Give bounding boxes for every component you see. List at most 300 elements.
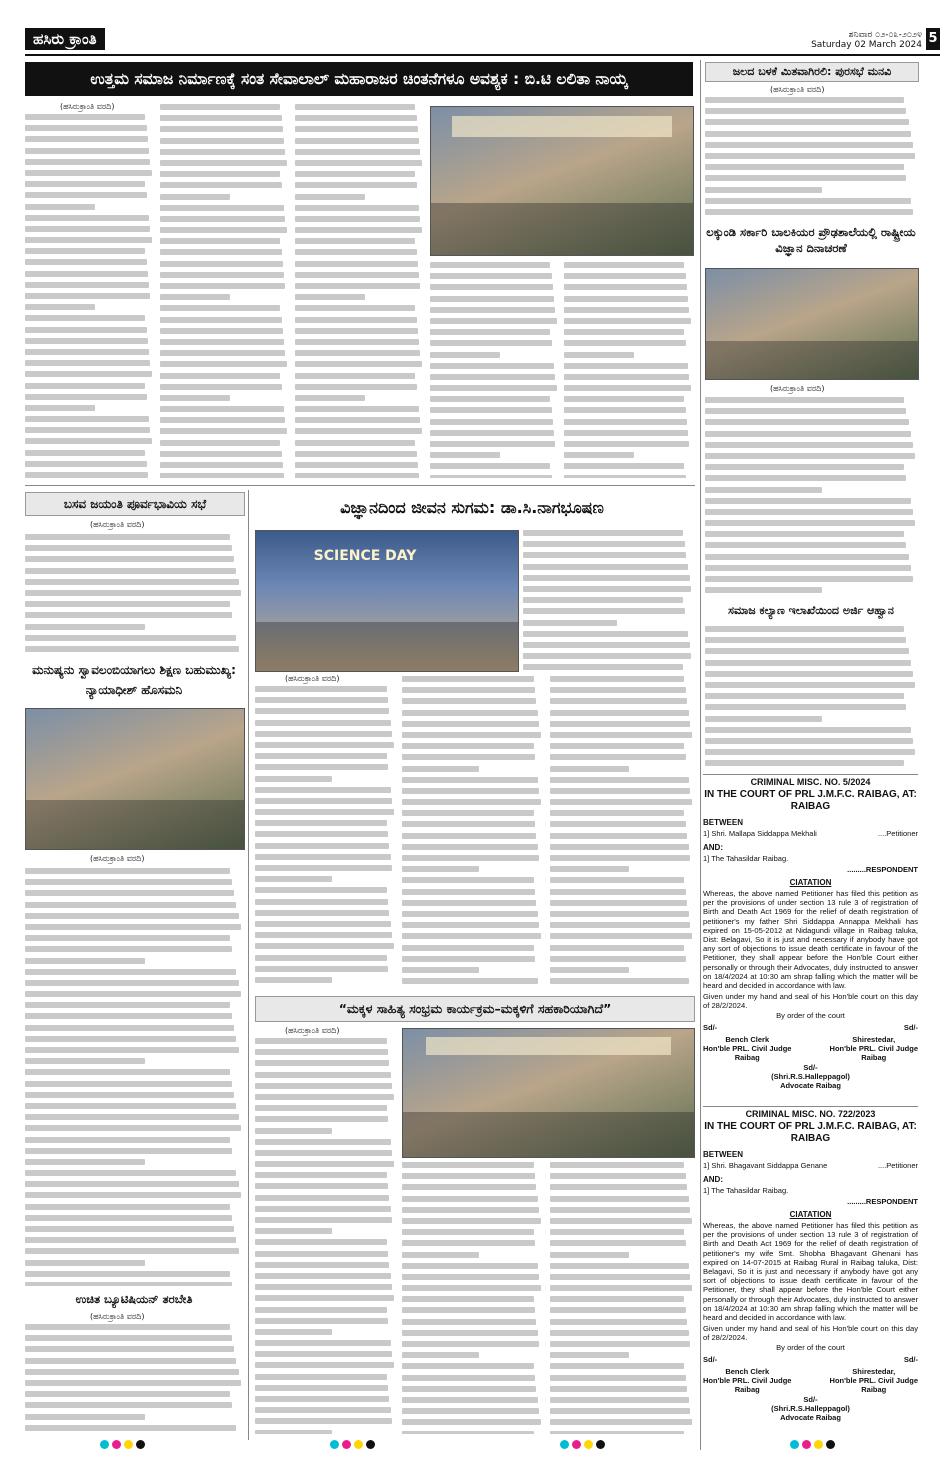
text-line-placeholder: [295, 328, 418, 334]
text-line-placeholder: [25, 472, 148, 478]
children-lit-photo: [402, 1028, 695, 1158]
text-line-placeholder: [25, 136, 148, 142]
text-line-placeholder: [550, 799, 692, 805]
text-line-placeholder: [402, 799, 541, 805]
text-line-placeholder: [402, 687, 535, 693]
text-line-placeholder: [25, 590, 241, 596]
text-line-placeholder: [705, 97, 904, 103]
text-line-placeholder: [25, 1215, 232, 1221]
text-line-placeholder: [25, 248, 145, 254]
self-reliance-byline: (ಹಸಿರುಕ್ರಾಂತಿ ವರದಿ): [90, 854, 145, 863]
text-line-placeholder: [25, 1025, 234, 1031]
science-school-byline: (ಹಸಿರುಕ್ರಾಂತಿ ವರದಿ): [770, 384, 825, 393]
text-line-placeholder: [402, 1341, 539, 1347]
text-line-placeholder: [25, 913, 239, 919]
text-line-placeholder: [25, 1137, 230, 1143]
text-line-placeholder: [402, 788, 539, 794]
text-line-placeholder: [255, 865, 392, 871]
text-line-placeholder: [25, 612, 232, 618]
text-line-placeholder: [430, 441, 555, 447]
text-line-placeholder: [550, 721, 690, 727]
text-line-placeholder: [550, 1240, 686, 1246]
text-line-placeholder: [550, 1386, 687, 1392]
text-line-placeholder: [550, 1352, 629, 1358]
lead-byline: (ಹಸಿರುಕ್ರಾಂತಿ ವರದಿ): [60, 102, 115, 111]
text-line-placeholder: [25, 946, 232, 952]
text-line-placeholder: [705, 442, 913, 448]
text-line-placeholder: [550, 821, 686, 827]
text-line-placeholder: [402, 911, 538, 917]
text-line-placeholder: [550, 978, 689, 984]
text-line-placeholder: [705, 131, 911, 137]
text-line-placeholder: [255, 776, 332, 782]
science-life-text-top: [523, 530, 693, 670]
text-line-placeholder: [705, 565, 911, 571]
text-line-placeholder: [402, 676, 534, 682]
notice-1-signatures: [703, 1035, 918, 1062]
text-line-placeholder: [705, 554, 909, 560]
notice-2-and: AND:: [703, 1175, 723, 1184]
text-line-placeholder: [705, 727, 911, 733]
notice-1-given: Given under my hand and seal of his Hon'ble court on this day of 28/2/2024.: [703, 992, 918, 1011]
text-line-placeholder: [25, 1425, 236, 1431]
text-line-placeholder: [402, 1240, 535, 1246]
text-line-placeholder: [402, 743, 534, 749]
notice-2-between: BETWEEN: [703, 1150, 743, 1159]
text-line-placeholder: [160, 283, 285, 289]
text-line-placeholder: [25, 924, 241, 930]
text-line-placeholder: [550, 710, 689, 716]
text-line-placeholder: [402, 1252, 479, 1258]
text-line-placeholder: [705, 153, 915, 159]
text-line-placeholder: [430, 452, 500, 458]
text-line-placeholder: [705, 209, 913, 215]
text-line-placeholder: [564, 452, 634, 458]
text-line-placeholder: [25, 556, 234, 562]
text-line-placeholder: [255, 1307, 387, 1313]
notice-2-signatures: [703, 1367, 918, 1394]
notice-1-between: BETWEEN: [703, 818, 743, 827]
text-line-placeholder: [25, 1271, 230, 1277]
text-line-placeholder: [402, 967, 479, 973]
text-line-placeholder: [430, 340, 552, 346]
text-line-placeholder: [25, 1114, 239, 1120]
notice-2-given: Given under my hand and seal of his Hon'ble court on this day of 28/2/2024.: [703, 1324, 918, 1343]
text-line-placeholder: [160, 305, 280, 311]
text-line-placeholder: [295, 104, 415, 110]
text-line-placeholder: [160, 216, 285, 222]
text-line-placeholder: [402, 900, 536, 906]
registration-dot-magenta: [112, 1440, 121, 1449]
text-line-placeholder: [25, 125, 147, 131]
text-line-placeholder: [705, 542, 906, 548]
text-line-placeholder: [402, 1419, 541, 1425]
water-text: [705, 97, 917, 215]
text-line-placeholder: [160, 294, 230, 300]
text-line-placeholder: [523, 530, 683, 536]
text-line-placeholder: [295, 138, 419, 144]
text-line-placeholder: [402, 1363, 534, 1369]
notice-2-petitioner-role: ....Petitioner: [877, 1161, 918, 1170]
text-line-placeholder: [255, 1150, 392, 1156]
registration-dot-magenta: [342, 1440, 351, 1449]
text-line-placeholder: [160, 406, 284, 412]
text-line-placeholder: [550, 676, 684, 682]
text-line-placeholder: [255, 1139, 391, 1145]
text-line-placeholder: [564, 340, 686, 346]
text-line-placeholder: [402, 721, 539, 727]
text-line-placeholder: [550, 1296, 684, 1302]
notice-1-sd-row: [703, 1023, 918, 1032]
text-line-placeholder: [255, 1038, 387, 1044]
text-line-placeholder: [255, 1183, 388, 1189]
text-line-placeholder: [295, 149, 420, 155]
text-line-placeholder: [705, 671, 913, 677]
science-school-text: [705, 397, 917, 597]
text-line-placeholder: [402, 855, 539, 861]
text-line-placeholder: [705, 587, 822, 593]
text-line-placeholder: [564, 430, 688, 436]
notice-1-body: Whereas, the above named Petitioner has filed this petition as per the provisions of under section 13 rule 3 of registration of Birth and Death Act 1969 for the relief of death registration of petitioner's my father Shri Siddappa Annappa Mekhali has expired on 15-05-2012 at Nidagundi village in Raibag taluka, Dist: Belagavi, So it is just and necessary if anybody have got any sort of objections to issue death certificate in favour of the Petitioner, they shall appear before the Hon'ble Court either personally or through their Advocates, duly instructed to answer on 18/4/2024 at 10:30 am shrap falling which the matter will be heard and decided in accordance with law.: [703, 889, 918, 991]
text-line-placeholder: [255, 1362, 394, 1368]
text-line-placeholder: [255, 887, 387, 893]
text-line-placeholder: [402, 889, 535, 895]
text-line-placeholder: [430, 407, 552, 413]
text-line-placeholder: [564, 407, 686, 413]
text-line-placeholder: [255, 1072, 391, 1078]
text-line-placeholder: [160, 361, 287, 367]
text-line-placeholder: [402, 821, 535, 827]
text-line-placeholder: [564, 273, 686, 279]
notice-2-citation: CIATATION: [789, 1210, 832, 1219]
text-line-placeholder: [25, 969, 236, 975]
text-line-placeholder: [705, 119, 909, 125]
text-line-placeholder: [25, 226, 150, 232]
text-line-placeholder: [402, 1263, 538, 1269]
text-line-placeholder: [255, 1340, 391, 1346]
text-line-placeholder: [550, 922, 690, 928]
text-line-placeholder: [430, 273, 552, 279]
text-line-placeholder: [255, 1295, 394, 1301]
text-line-placeholder: [255, 764, 388, 770]
lead-photo: [430, 106, 694, 256]
text-line-placeholder: [550, 866, 629, 872]
text-line-placeholder: [550, 1263, 689, 1269]
text-line-placeholder: [550, 777, 689, 783]
text-line-placeholder: [295, 339, 419, 345]
registration-dot-yellow: [584, 1440, 593, 1449]
notice-2-case-no: CRIMINAL MISC. NO. 722/2023: [745, 1109, 876, 1119]
text-line-placeholder: [705, 749, 915, 755]
text-line-placeholder: [160, 194, 230, 200]
text-line-placeholder: [295, 373, 415, 379]
text-line-placeholder: [550, 754, 686, 760]
text-line-placeholder: [295, 473, 419, 478]
registration-dot-cyan: [100, 1440, 109, 1449]
text-line-placeholder: [25, 1335, 232, 1341]
text-line-placeholder: [160, 149, 285, 155]
text-line-placeholder: [25, 1204, 230, 1210]
text-line-placeholder: [255, 831, 388, 837]
text-line-placeholder: [550, 743, 684, 749]
text-line-placeholder: [160, 160, 287, 166]
text-line-placeholder: [295, 272, 419, 278]
text-line-placeholder: [550, 889, 686, 895]
text-line-placeholder: [705, 637, 906, 643]
text-line-placeholder: [25, 568, 236, 574]
notice-2-sd-left: Sd/-: [703, 1354, 718, 1364]
notice-2-respondent-role-row: [703, 1197, 918, 1206]
notice-1-order: By order of the court: [776, 1010, 845, 1020]
text-line-placeholder: [523, 552, 686, 558]
text-line-placeholder: [705, 716, 822, 722]
text-line-placeholder: [705, 487, 822, 493]
text-line-placeholder: [160, 272, 284, 278]
text-line-placeholder: [402, 1330, 538, 1336]
text-line-placeholder: [430, 296, 554, 302]
notice-2-court: IN THE COURT OF PRL J.M.F.C. RAIBAG, AT: RAIBAG: [704, 1121, 917, 1144]
registration-dot-cyan: [330, 1440, 339, 1449]
text-line-placeholder: [430, 385, 557, 391]
text-line-placeholder: [160, 227, 287, 233]
text-line-placeholder: [255, 1239, 387, 1245]
text-line-placeholder: [255, 876, 332, 882]
text-line-placeholder: [25, 438, 152, 444]
text-line-placeholder: [25, 1036, 236, 1042]
text-line-placeholder: [564, 419, 687, 425]
science-day-banner: SCIENCE DAY: [313, 547, 417, 564]
text-line-placeholder: [705, 498, 911, 504]
basava-headline: ಬಸವ ಜಯಂತಿ ಪೂರ್ವಭಾವಿಯ ಸಭೆ: [25, 492, 245, 516]
text-line-placeholder: [550, 687, 686, 693]
self-reliance-photo: [25, 708, 245, 850]
text-line-placeholder: [160, 384, 282, 390]
text-line-placeholder: [430, 419, 553, 425]
water-headline: ಜಲದ ಬಳಕೆ ಮಿತವಾಗಿರಲಿ: ಪುರಸಭೆ ಮನವಿ: [705, 62, 919, 82]
text-line-placeholder: [255, 820, 387, 826]
text-line-placeholder: [160, 417, 285, 423]
text-line-placeholder: [25, 259, 147, 265]
notice-1-petitioner-row: [703, 829, 918, 838]
text-line-placeholder: [550, 1330, 689, 1336]
text-line-placeholder: [705, 520, 915, 526]
text-line-placeholder: [255, 943, 394, 949]
text-line-placeholder: [402, 1408, 539, 1414]
text-line-placeholder: [402, 1352, 479, 1358]
notice-2-petitioner-row: [703, 1161, 918, 1170]
column-rule: [700, 60, 701, 1450]
page-number: 5: [926, 28, 940, 50]
text-line-placeholder: [160, 249, 282, 255]
text-line-placeholder: [550, 945, 684, 951]
text-line-placeholder: [550, 900, 687, 906]
text-line-placeholder: [160, 238, 280, 244]
text-line-placeholder: [550, 1419, 692, 1425]
registration-dot-black: [136, 1440, 145, 1449]
text-line-placeholder: [25, 646, 239, 652]
text-line-placeholder: [160, 261, 283, 267]
text-line-placeholder: [705, 187, 822, 193]
text-line-placeholder: [25, 1358, 236, 1364]
text-line-placeholder: [255, 1049, 388, 1055]
registration-dot-magenta: [572, 1440, 581, 1449]
text-line-placeholder: [430, 396, 550, 402]
text-line-placeholder: [25, 890, 234, 896]
children-lit-text-col-1: [255, 1038, 395, 1434]
notice-2-petitioner: 1] Shri. Bhagavant Siddappa Genane: [703, 1161, 828, 1170]
text-line-placeholder: [295, 428, 422, 434]
text-line-placeholder: [402, 922, 539, 928]
text-line-placeholder: [550, 766, 629, 772]
registration-dot-black: [366, 1440, 375, 1449]
notice-1-petitioner: 1] Shri. Mallapa Siddappa Mekhali: [703, 829, 817, 838]
text-line-placeholder: [25, 293, 150, 299]
beautician-headline: ಉಚಿತ ಬ್ಯೂಟಿಷಿಯನ್ ತರಬೇತಿ: [75, 1292, 193, 1306]
text-line-placeholder: [25, 371, 152, 377]
lead-text-col-4: [430, 262, 558, 478]
text-line-placeholder: [25, 1181, 239, 1187]
text-line-placeholder: [705, 660, 911, 666]
text-line-placeholder: [295, 451, 417, 457]
children-lit-byline: (ಹಸಿರುಕ್ರಾಂತಿ ವರದಿ): [285, 1026, 340, 1035]
notice-1-respondent-role-row: [703, 865, 918, 874]
text-line-placeholder: [255, 910, 389, 916]
court-notice-1: [703, 774, 918, 1103]
text-line-placeholder: [25, 360, 150, 366]
text-line-placeholder: [160, 473, 284, 478]
text-line-placeholder: [523, 586, 691, 592]
text-line-placeholder: [255, 809, 394, 815]
text-line-placeholder: [25, 1159, 145, 1165]
text-line-placeholder: [25, 1125, 241, 1131]
text-line-placeholder: [255, 977, 332, 983]
text-line-placeholder: [255, 1195, 389, 1201]
notice-1-petitioner-role: ....Petitioner: [877, 829, 918, 838]
text-line-placeholder: [25, 534, 230, 540]
science-life-headline: ವಿಜ್ಞಾನದಿಂದ ಜೀವನ ಸುಗಮ: ಡಾ.ಸಿ.ನಾಗಭೂಷಣ: [340, 498, 604, 517]
text-line-placeholder: [25, 159, 150, 165]
text-line-placeholder: [25, 148, 149, 154]
children-lit-text-col-3: [550, 1162, 693, 1434]
children-lit-headline: “ಮಕ್ಕಳ ಸಾಹಿತ್ಯ ಸಂಭ್ರಮ ಕಾರ್ಯಕ್ರಮ–ಮಕ್ಕಳಿಗೆ ಸಹಕಾರಿಯಾಗಿದೆ”: [255, 996, 695, 1022]
text-line-placeholder: [25, 1346, 234, 1352]
text-line-placeholder: [550, 1431, 684, 1435]
text-line-placeholder: [550, 855, 690, 861]
text-line-placeholder: [255, 720, 391, 726]
text-line-placeholder: [705, 648, 909, 654]
text-line-placeholder: [402, 877, 534, 883]
text-line-placeholder: [25, 1369, 239, 1375]
text-line-placeholder: [255, 1083, 392, 1089]
text-line-placeholder: [25, 601, 230, 607]
notice-1-advocate: Sd/- (Shri.R.S.Halleppagol) Advocate Raibag: [771, 1062, 850, 1090]
text-line-placeholder: [402, 1162, 534, 1168]
text-line-placeholder: [25, 181, 145, 187]
text-line-placeholder: [550, 877, 684, 883]
text-line-placeholder: [564, 262, 684, 268]
text-line-placeholder: [550, 1375, 686, 1381]
self-reliance-headline: ಮನುಷ್ಯನು ಸ್ವಾವಲಂಬಿಯಾಗಲು ಶಿಕ್ಷಣ ಬಹುಮುಖ್ಯ: ನ್ಯಾಯಾಧೀಶ್ ಹೊಸಮನಿ: [32, 663, 236, 697]
text-line-placeholder: [255, 731, 392, 737]
text-line-placeholder: [705, 408, 906, 414]
text-line-placeholder: [430, 363, 554, 369]
text-line-placeholder: [705, 431, 911, 437]
text-line-placeholder: [402, 833, 536, 839]
text-line-placeholder: [255, 1407, 391, 1413]
registration-dot-cyan: [790, 1440, 799, 1449]
text-line-placeholder: [295, 294, 365, 300]
text-line-placeholder: [160, 115, 282, 121]
text-line-placeholder: [550, 732, 692, 738]
text-line-placeholder: [402, 710, 538, 716]
text-line-placeholder: [25, 1192, 241, 1198]
text-line-placeholder: [295, 194, 365, 200]
text-line-placeholder: [160, 373, 280, 379]
text-line-placeholder: [295, 317, 417, 323]
text-line-placeholder: [25, 394, 147, 400]
text-line-placeholder: [402, 777, 538, 783]
beautician-text: [25, 1324, 243, 1434]
text-line-placeholder: [25, 545, 232, 551]
text-line-placeholder: [523, 620, 617, 626]
text-line-placeholder: [564, 463, 684, 469]
text-line-placeholder: [255, 1284, 392, 1290]
text-line-placeholder: [550, 1252, 629, 1258]
text-line-placeholder: [402, 1229, 534, 1235]
text-line-placeholder: [255, 1396, 389, 1402]
text-line-placeholder: [160, 462, 283, 468]
text-line-placeholder: [402, 1218, 541, 1224]
text-line-placeholder: [705, 453, 915, 459]
text-line-placeholder: [160, 205, 284, 211]
text-line-placeholder: [255, 932, 392, 938]
text-line-placeholder: [160, 428, 287, 434]
brand-logo: ಹಸಿರು ಕ್ರಾಂತಿ: [25, 28, 105, 50]
text-line-placeholder: [705, 738, 913, 744]
text-line-placeholder: [25, 192, 147, 198]
notice-1-case-no: CRIMINAL MISC. NO. 5/2024: [750, 777, 871, 787]
notice-2-order: By order of the court: [776, 1342, 845, 1352]
text-line-placeholder: [402, 810, 534, 816]
text-line-placeholder: [295, 384, 417, 390]
text-line-placeholder: [295, 238, 415, 244]
text-line-placeholder: [25, 1324, 230, 1330]
text-line-placeholder: [25, 958, 145, 964]
text-line-placeholder: [564, 385, 691, 391]
notice-2-advocate: Sd/- (Shri.R.S.Halleppagol) Advocate Raibag: [771, 1394, 850, 1422]
notice-1-respondent-name-row: [703, 854, 918, 863]
text-line-placeholder: [402, 1431, 534, 1435]
text-line-placeholder: [550, 1218, 692, 1224]
text-line-placeholder: [25, 1081, 232, 1087]
basava-byline: (ಹಸಿರುಕ್ರಾಂತಿ ವರದಿ): [90, 520, 145, 529]
text-line-placeholder: [160, 104, 280, 110]
text-line-placeholder: [295, 182, 417, 188]
date-english: Saturday 02 March 2024: [811, 40, 922, 50]
text-line-placeholder: [25, 1282, 232, 1286]
children-lit-text-col-2: [402, 1162, 542, 1434]
text-line-placeholder: [255, 1206, 391, 1212]
text-line-placeholder: [402, 1207, 539, 1213]
text-line-placeholder: [25, 338, 148, 344]
text-line-placeholder: [402, 1307, 535, 1313]
text-line-placeholder: [550, 810, 684, 816]
text-line-placeholder: [25, 1002, 230, 1008]
notice-2-body: Whereas, the above named Petitioner has filed this petition as per the provisions of under section 13 rule 3 of registration of Birth and Death Act 1969 for the relief of death registration of petitioner's my wife Smt. Shobha Bhagavant Ghenani has expired on 14-07-2015 at Raibag Rural in Raibag taluka, Dist: Belagavi, So it is just and necessary if anybody have got any sort of objections to issue death certificate in favour of the Petitioner, they shall appear before the Hon'ble Court either personally or through their Advocates, duly instructed to answer on 18/4/2024 at 10:30 am shrap falling which the matter will be heard and decided in accordance with law.: [703, 1221, 918, 1323]
text-line-placeholder: [295, 350, 420, 356]
text-line-placeholder: [550, 698, 687, 704]
text-line-placeholder: [25, 1013, 232, 1019]
